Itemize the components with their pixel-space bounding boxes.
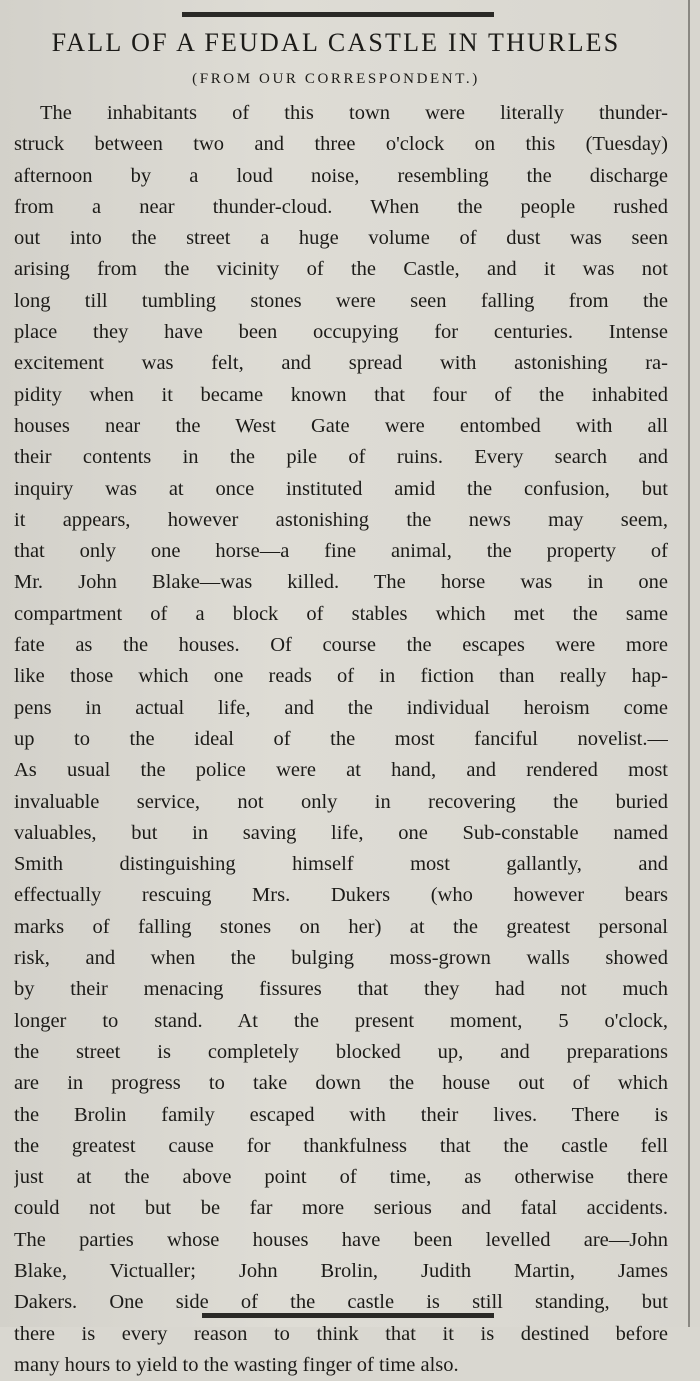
headline: FALL OF A FEUDAL CASTLE IN THURLES xyxy=(51,28,621,57)
article-line: fate as the houses. Of course the escapes were more xyxy=(14,634,668,657)
article-line: marks of falling stones on her) at the greatest personal xyxy=(14,915,668,938)
article-line: just at the above point of time, as otherwise there xyxy=(14,1166,668,1189)
article-line: by their menacing fissures that they had not much xyxy=(14,978,668,1001)
article-line: from a near thunder-cloud. When the people rushed xyxy=(14,195,668,218)
article-line: the street is completely blocked up, and preparations xyxy=(14,1040,668,1063)
article-line: The inhabitants of this town were literally thunder- xyxy=(40,102,668,124)
top-rule xyxy=(182,12,494,17)
article-line: Mr. John Blake—was killed. The horse was in one xyxy=(14,571,668,594)
article-line: up to the ideal of the most fanciful novelist.— xyxy=(14,727,668,750)
article-line: longer to stand. At the present moment, 5 o'clock, xyxy=(14,1009,668,1032)
article-line: risk, and when the bulging moss-grown walls showed xyxy=(14,947,668,970)
article-line: many hours to yield to the wasting finger of time also. xyxy=(14,1353,459,1376)
article-line: like those which one reads of in fiction than really hap- xyxy=(14,665,668,688)
article-line: compartment of a block of stables which met the same xyxy=(14,602,668,625)
article-line: out into the street a huge volume of dust was seen xyxy=(14,227,668,250)
article-line: could not but be far more serious and fatal accidents. xyxy=(14,1197,668,1220)
byline: (FROM OUR CORRESPONDENT.) xyxy=(192,71,480,87)
article-line: the Brolin family escaped with their lives. There is xyxy=(14,1103,668,1126)
article-line: As usual the police were at hand, and rendered most xyxy=(14,759,668,782)
article-line: their contents in the pile of ruins. Every search and xyxy=(14,446,668,469)
article-line: the greatest cause for thankfulness that the castle fell xyxy=(14,1134,668,1157)
article-line: afternoon by a loud noise, resembling the discharge xyxy=(14,164,668,187)
article-line: that only one horse—a fine animal, the property of xyxy=(14,540,668,563)
article-line: inquiry was at once instituted amid the confusion, but xyxy=(14,477,668,500)
article-line: Smith distinguishing himself most gallantly, and xyxy=(14,853,668,876)
article-line: place they have been occupying for centuries. Intense xyxy=(14,321,668,344)
article-line: Blake, Victualler; John Brolin, Judith Martin, James xyxy=(14,1259,668,1282)
article-line: struck between two and three o'clock on this (Tuesday) xyxy=(14,133,668,156)
article-line: valuables, but in saving life, one Sub-constable named xyxy=(14,821,668,844)
article-line: invaluable service, not only in recovering the buried xyxy=(14,790,668,813)
article-line: arising from the vicinity of the Castle, and it was not xyxy=(14,258,668,281)
article-line: excitement was felt, and spread with astonishing ra- xyxy=(14,352,668,375)
article-line: houses near the West Gate were entombed with all xyxy=(14,414,668,437)
bottom-rule xyxy=(202,1313,494,1318)
article-line: there is every reason to think that it is destined before xyxy=(14,1322,668,1345)
article-line: are in progress to take down the house out of which xyxy=(14,1072,668,1095)
article-body xyxy=(14,98,668,1381)
article-line: long till tumbling stones were seen falling from the xyxy=(14,289,668,312)
article-line: Dakers. One side of the castle is still standing, but xyxy=(14,1291,668,1314)
article-line: The parties whose houses have been levelled are—John xyxy=(14,1228,668,1251)
column-divider xyxy=(688,0,690,1327)
article-line: pidity when it became known that four of the inhabited xyxy=(14,383,668,406)
article-line: it appears, however astonishing the news may seem, xyxy=(14,508,668,531)
article-line: pens in actual life, and the individual heroism come xyxy=(14,696,668,719)
article-line: effectually rescuing Mrs. Dukers (who however bears xyxy=(14,884,668,907)
